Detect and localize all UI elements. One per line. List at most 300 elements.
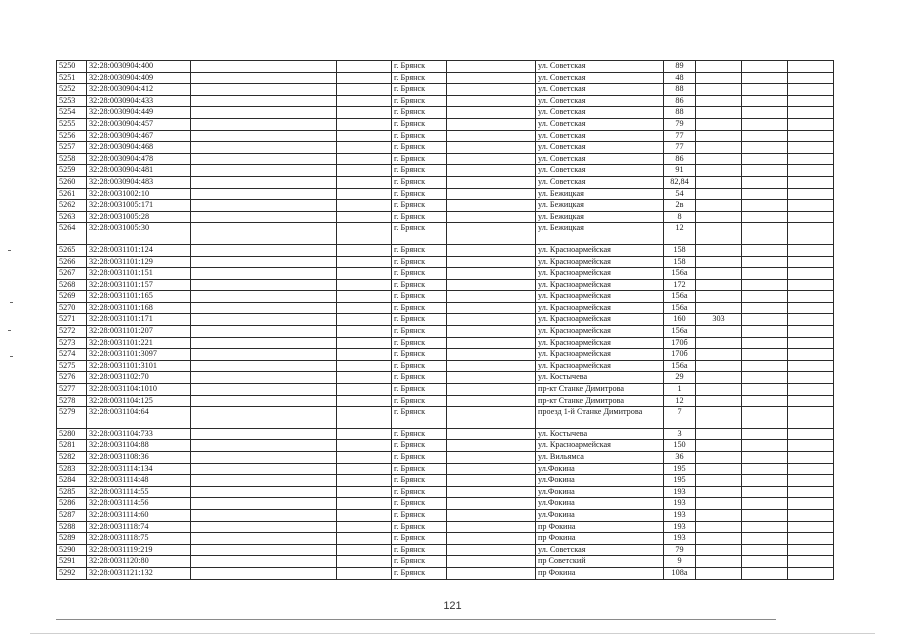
cell-no: 5258 xyxy=(57,153,87,165)
cell-city: г. Брянск xyxy=(392,360,447,372)
cell-c6 xyxy=(447,291,536,303)
cell-c10 xyxy=(742,118,788,130)
cell-c9 xyxy=(696,107,742,119)
cell-c6 xyxy=(447,268,536,280)
cell-c3 xyxy=(191,452,337,464)
cell-no: 5272 xyxy=(57,326,87,338)
cell-c10 xyxy=(742,314,788,326)
cell-c10 xyxy=(742,72,788,84)
cell-c4 xyxy=(337,188,392,200)
cell-street: ул. Советская xyxy=(536,544,664,556)
cell-city: г. Брянск xyxy=(392,61,447,73)
cell-cadastral: 32:28:0031114:55 xyxy=(87,486,191,498)
cell-c9 xyxy=(696,544,742,556)
cell-cadastral: 32:28:0031108:36 xyxy=(87,452,191,464)
cell-c3 xyxy=(191,337,337,349)
cell-c9 xyxy=(696,372,742,384)
cell-street: ул. Костычева xyxy=(536,428,664,440)
cell-c9 xyxy=(696,223,742,245)
cell-value: 12 xyxy=(664,223,696,245)
scan-margin-mark xyxy=(10,356,13,357)
table-row xyxy=(57,395,834,407)
cell-c3 xyxy=(191,533,337,545)
cell-cadastral: 32:28:0031101:168 xyxy=(87,302,191,314)
cell-city: г. Брянск xyxy=(392,521,447,533)
cadastral-register-table xyxy=(56,60,834,580)
cell-c9 xyxy=(696,176,742,188)
table-row xyxy=(57,256,834,268)
cell-cadastral: 32:28:0031101:129 xyxy=(87,256,191,268)
cell-c9 xyxy=(696,475,742,487)
cell-street: ул. Советская xyxy=(536,84,664,96)
cell-c3 xyxy=(191,211,337,223)
table-row xyxy=(57,200,834,212)
cell-city: г. Брянск xyxy=(392,95,447,107)
cell-no: 5262 xyxy=(57,200,87,212)
cell-c3 xyxy=(191,256,337,268)
cell-value: 54 xyxy=(664,188,696,200)
cell-c9 xyxy=(696,130,742,142)
cell-c9 xyxy=(696,142,742,154)
cell-c11 xyxy=(788,509,834,521)
cell-value: 156а xyxy=(664,291,696,303)
cell-street: ул. Вильямса xyxy=(536,452,664,464)
cell-c9 xyxy=(696,256,742,268)
table-row xyxy=(57,567,834,579)
cell-cadastral: 32:28:0030904:483 xyxy=(87,176,191,188)
cell-c3 xyxy=(191,200,337,212)
cell-c11 xyxy=(788,142,834,154)
cell-c10 xyxy=(742,256,788,268)
cell-street: ул. Бежицкая xyxy=(536,188,664,200)
cell-c10 xyxy=(742,521,788,533)
cell-street: пр-кт Станке Димитрова xyxy=(536,395,664,407)
cell-cadastral: 32:28:0031114:48 xyxy=(87,475,191,487)
cell-c3 xyxy=(191,475,337,487)
cell-c10 xyxy=(742,407,788,429)
cell-c6 xyxy=(447,153,536,165)
cell-c4 xyxy=(337,428,392,440)
cell-c4 xyxy=(337,291,392,303)
table-row xyxy=(57,349,834,361)
cell-c3 xyxy=(191,165,337,177)
cell-city: г. Брянск xyxy=(392,72,447,84)
cell-no: 5279 xyxy=(57,407,87,429)
cell-c11 xyxy=(788,61,834,73)
cell-cadastral: 32:28:0031101:124 xyxy=(87,244,191,256)
cell-no: 5261 xyxy=(57,188,87,200)
cell-c3 xyxy=(191,72,337,84)
cell-city: г. Брянск xyxy=(392,279,447,291)
cell-c3 xyxy=(191,302,337,314)
cell-c10 xyxy=(742,176,788,188)
cell-c3 xyxy=(191,61,337,73)
table-row xyxy=(57,223,834,245)
cell-c10 xyxy=(742,384,788,396)
cell-c9 xyxy=(696,95,742,107)
cell-no: 5274 xyxy=(57,349,87,361)
cell-city: г. Брянск xyxy=(392,533,447,545)
cell-no: 5290 xyxy=(57,544,87,556)
cell-c11 xyxy=(788,211,834,223)
cell-c10 xyxy=(742,223,788,245)
cell-city: г. Брянск xyxy=(392,118,447,130)
cell-street: ул. Советская xyxy=(536,130,664,142)
table-row xyxy=(57,302,834,314)
cell-c3 xyxy=(191,314,337,326)
cell-cadastral: 32:28:0031119:219 xyxy=(87,544,191,556)
cell-no: 5289 xyxy=(57,533,87,545)
cell-c4 xyxy=(337,142,392,154)
cell-c3 xyxy=(191,107,337,119)
cell-c11 xyxy=(788,498,834,510)
cell-c4 xyxy=(337,521,392,533)
cell-value: 86 xyxy=(664,153,696,165)
cell-city: г. Брянск xyxy=(392,302,447,314)
cell-no: 5291 xyxy=(57,556,87,568)
table-row xyxy=(57,360,834,372)
cell-c9 xyxy=(696,567,742,579)
cell-c11 xyxy=(788,463,834,475)
cell-c6 xyxy=(447,372,536,384)
cell-c4 xyxy=(337,107,392,119)
cell-value: 193 xyxy=(664,486,696,498)
cell-c11 xyxy=(788,165,834,177)
cell-no: 5255 xyxy=(57,118,87,130)
cell-no: 5269 xyxy=(57,291,87,303)
cell-value: 89 xyxy=(664,61,696,73)
cell-city: г. Брянск xyxy=(392,256,447,268)
cell-c10 xyxy=(742,95,788,107)
cell-c10 xyxy=(742,452,788,464)
cell-c11 xyxy=(788,486,834,498)
cell-c10 xyxy=(742,130,788,142)
cell-c9 xyxy=(696,395,742,407)
cell-value: 48 xyxy=(664,72,696,84)
cell-street: ул. Советская xyxy=(536,165,664,177)
cell-c6 xyxy=(447,326,536,338)
table-row xyxy=(57,118,834,130)
cell-c6 xyxy=(447,256,536,268)
cell-c11 xyxy=(788,244,834,256)
cell-c4 xyxy=(337,384,392,396)
cell-street: ул. Советская xyxy=(536,107,664,119)
cell-c4 xyxy=(337,95,392,107)
cell-c6 xyxy=(447,337,536,349)
cell-c11 xyxy=(788,107,834,119)
table-row xyxy=(57,279,834,291)
table-row xyxy=(57,498,834,510)
cell-c9 xyxy=(696,291,742,303)
cell-c3 xyxy=(191,521,337,533)
cell-street: ул.Фокина xyxy=(536,475,664,487)
cell-value: 9 xyxy=(664,556,696,568)
cell-no: 5257 xyxy=(57,142,87,154)
cell-c4 xyxy=(337,544,392,556)
cell-city: г. Брянск xyxy=(392,291,447,303)
cell-c6 xyxy=(447,463,536,475)
cell-c3 xyxy=(191,176,337,188)
cell-street: ул.Фокина xyxy=(536,463,664,475)
cell-c10 xyxy=(742,509,788,521)
cell-value: 1 xyxy=(664,384,696,396)
table-row xyxy=(57,72,834,84)
cell-c6 xyxy=(447,428,536,440)
cell-cadastral: 32:28:0031114:134 xyxy=(87,463,191,475)
cell-value: 108а xyxy=(664,567,696,579)
cell-street: ул. Советская xyxy=(536,61,664,73)
cell-c6 xyxy=(447,349,536,361)
table-row xyxy=(57,452,834,464)
cell-c9 xyxy=(696,302,742,314)
cell-c9 xyxy=(696,165,742,177)
cell-value: 86 xyxy=(664,95,696,107)
cell-city: г. Брянск xyxy=(392,337,447,349)
cell-c4 xyxy=(337,118,392,130)
cell-c6 xyxy=(447,61,536,73)
cell-value: 79 xyxy=(664,118,696,130)
cell-c10 xyxy=(742,153,788,165)
cell-c9 xyxy=(696,463,742,475)
cell-c10 xyxy=(742,440,788,452)
cell-no: 5280 xyxy=(57,428,87,440)
table-row xyxy=(57,428,834,440)
cell-no: 5254 xyxy=(57,107,87,119)
scan-margin-mark xyxy=(8,250,11,251)
cell-city: г. Брянск xyxy=(392,498,447,510)
cell-c6 xyxy=(447,498,536,510)
cell-c11 xyxy=(788,384,834,396)
cell-c9 xyxy=(696,521,742,533)
cell-c3 xyxy=(191,498,337,510)
cell-c10 xyxy=(742,326,788,338)
cell-c3 xyxy=(191,130,337,142)
cell-c11 xyxy=(788,428,834,440)
cell-c4 xyxy=(337,176,392,188)
table-row xyxy=(57,533,834,545)
cell-c11 xyxy=(788,349,834,361)
cell-c11 xyxy=(788,279,834,291)
cell-c9 xyxy=(696,268,742,280)
cell-city: г. Брянск xyxy=(392,244,447,256)
cell-c11 xyxy=(788,302,834,314)
cell-c9 xyxy=(696,188,742,200)
cell-c3 xyxy=(191,349,337,361)
cell-street: ул. Советская xyxy=(536,176,664,188)
cell-street: ул. Красноармейская xyxy=(536,256,664,268)
cell-c9 xyxy=(696,349,742,361)
cell-c4 xyxy=(337,452,392,464)
cell-c6 xyxy=(447,188,536,200)
cell-street: пр Фокина xyxy=(536,533,664,545)
table-row xyxy=(57,211,834,223)
cell-value: 195 xyxy=(664,475,696,487)
cell-c6 xyxy=(447,95,536,107)
cell-c10 xyxy=(742,475,788,487)
cell-cadastral: 32:28:0031002:10 xyxy=(87,188,191,200)
cell-city: г. Брянск xyxy=(392,428,447,440)
cell-c10 xyxy=(742,84,788,96)
cell-c6 xyxy=(447,244,536,256)
cell-value: 36 xyxy=(664,452,696,464)
cell-c4 xyxy=(337,244,392,256)
cell-street: пр Фокина xyxy=(536,521,664,533)
cell-value: 77 xyxy=(664,142,696,154)
cell-c6 xyxy=(447,165,536,177)
cell-city: г. Брянск xyxy=(392,165,447,177)
cell-no: 5260 xyxy=(57,176,87,188)
cell-cadastral: 32:28:0031101:221 xyxy=(87,337,191,349)
cell-street: ул. Красноармейская xyxy=(536,268,664,280)
cell-c4 xyxy=(337,395,392,407)
cell-c3 xyxy=(191,372,337,384)
scan-margin-mark xyxy=(8,330,11,331)
cell-c11 xyxy=(788,176,834,188)
cell-cadastral: 32:28:0031005:30 xyxy=(87,223,191,245)
cell-c4 xyxy=(337,279,392,291)
cell-c6 xyxy=(447,475,536,487)
cell-city: г. Брянск xyxy=(392,349,447,361)
cell-c11 xyxy=(788,475,834,487)
cell-c4 xyxy=(337,337,392,349)
cell-c4 xyxy=(337,200,392,212)
cell-street: ул. Красноармейская xyxy=(536,360,664,372)
table-row xyxy=(57,130,834,142)
cell-c4 xyxy=(337,556,392,568)
cell-no: 5270 xyxy=(57,302,87,314)
cell-value: 170б xyxy=(664,337,696,349)
table-row xyxy=(57,142,834,154)
cell-city: г. Брянск xyxy=(392,440,447,452)
cell-street: ул. Красноармейская xyxy=(536,440,664,452)
cell-cadastral: 32:28:0030904:412 xyxy=(87,84,191,96)
cell-c10 xyxy=(742,349,788,361)
cell-c11 xyxy=(788,130,834,142)
cell-c4 xyxy=(337,475,392,487)
cell-c11 xyxy=(788,533,834,545)
table-row xyxy=(57,544,834,556)
cell-street: ул. Красноармейская xyxy=(536,337,664,349)
cell-city: г. Брянск xyxy=(392,223,447,245)
cell-cadastral: 32:28:0031114:56 xyxy=(87,498,191,510)
cell-cadastral: 32:28:0031005:28 xyxy=(87,211,191,223)
cell-c10 xyxy=(742,463,788,475)
cell-c11 xyxy=(788,223,834,245)
cell-cadastral: 32:28:0031101:165 xyxy=(87,291,191,303)
cell-cadastral: 32:28:0030904:400 xyxy=(87,61,191,73)
cell-city: г. Брянск xyxy=(392,567,447,579)
cell-c9 xyxy=(696,200,742,212)
cell-c10 xyxy=(742,567,788,579)
cell-c3 xyxy=(191,326,337,338)
cell-value: 79 xyxy=(664,544,696,556)
cell-city: г. Брянск xyxy=(392,372,447,384)
cell-c4 xyxy=(337,256,392,268)
cell-c10 xyxy=(742,544,788,556)
cell-c3 xyxy=(191,279,337,291)
table-row xyxy=(57,326,834,338)
cell-c10 xyxy=(742,268,788,280)
cell-c9 xyxy=(696,407,742,429)
cell-c11 xyxy=(788,200,834,212)
cell-no: 5286 xyxy=(57,498,87,510)
cell-value: 29 xyxy=(664,372,696,384)
cell-c4 xyxy=(337,130,392,142)
cell-city: г. Брянск xyxy=(392,407,447,429)
cell-c10 xyxy=(742,395,788,407)
cell-cadastral: 32:28:0030904:478 xyxy=(87,153,191,165)
table-row xyxy=(57,463,834,475)
cell-cadastral: 32:28:0031101:151 xyxy=(87,268,191,280)
cell-no: 5266 xyxy=(57,256,87,268)
cell-city: г. Брянск xyxy=(392,384,447,396)
cell-c11 xyxy=(788,268,834,280)
cell-value: 193 xyxy=(664,521,696,533)
cell-no: 5252 xyxy=(57,84,87,96)
cell-value: 91 xyxy=(664,165,696,177)
cell-c11 xyxy=(788,360,834,372)
cell-c3 xyxy=(191,567,337,579)
cell-c3 xyxy=(191,95,337,107)
cell-cadastral: 32:28:0031104:88 xyxy=(87,440,191,452)
cell-value: 193 xyxy=(664,509,696,521)
cell-value: 156а xyxy=(664,360,696,372)
cell-c4 xyxy=(337,302,392,314)
cell-c9 xyxy=(696,326,742,338)
table-row xyxy=(57,486,834,498)
cell-street: пр-кт Станке Димитрова xyxy=(536,384,664,396)
table-row xyxy=(57,84,834,96)
cell-c9 xyxy=(696,118,742,130)
cell-no: 5267 xyxy=(57,268,87,280)
cell-c4 xyxy=(337,223,392,245)
cell-city: г. Брянск xyxy=(392,200,447,212)
table-row xyxy=(57,475,834,487)
cell-c3 xyxy=(191,223,337,245)
cell-street: ул. Красноармейская xyxy=(536,314,664,326)
cell-c6 xyxy=(447,556,536,568)
cell-c6 xyxy=(447,407,536,429)
cell-c6 xyxy=(447,130,536,142)
cell-c3 xyxy=(191,486,337,498)
cell-cadastral: 32:28:0031104:64 xyxy=(87,407,191,429)
cell-no: 5284 xyxy=(57,475,87,487)
cell-c6 xyxy=(447,533,536,545)
cell-city: г. Брянск xyxy=(392,176,447,188)
cell-c3 xyxy=(191,440,337,452)
cell-c9 xyxy=(696,244,742,256)
table-row xyxy=(57,61,834,73)
cell-no: 5256 xyxy=(57,130,87,142)
cell-cadastral: 32:28:0031118:74 xyxy=(87,521,191,533)
cell-street: ул.Фокина xyxy=(536,498,664,510)
cell-cadastral: 32:28:0030904:409 xyxy=(87,72,191,84)
cell-street: ул. Советская xyxy=(536,153,664,165)
cell-city: г. Брянск xyxy=(392,84,447,96)
cell-c11 xyxy=(788,118,834,130)
cell-value: 160 xyxy=(664,314,696,326)
cell-city: г. Брянск xyxy=(392,153,447,165)
cell-cadastral: 32:28:0031114:60 xyxy=(87,509,191,521)
cell-street: ул. Красноармейская xyxy=(536,349,664,361)
cell-c4 xyxy=(337,165,392,177)
cell-c6 xyxy=(447,509,536,521)
cell-street: ул. Бежицкая xyxy=(536,211,664,223)
cell-no: 5277 xyxy=(57,384,87,396)
table-row xyxy=(57,268,834,280)
scan-rule-line-lower xyxy=(30,633,875,634)
cell-no: 5268 xyxy=(57,279,87,291)
